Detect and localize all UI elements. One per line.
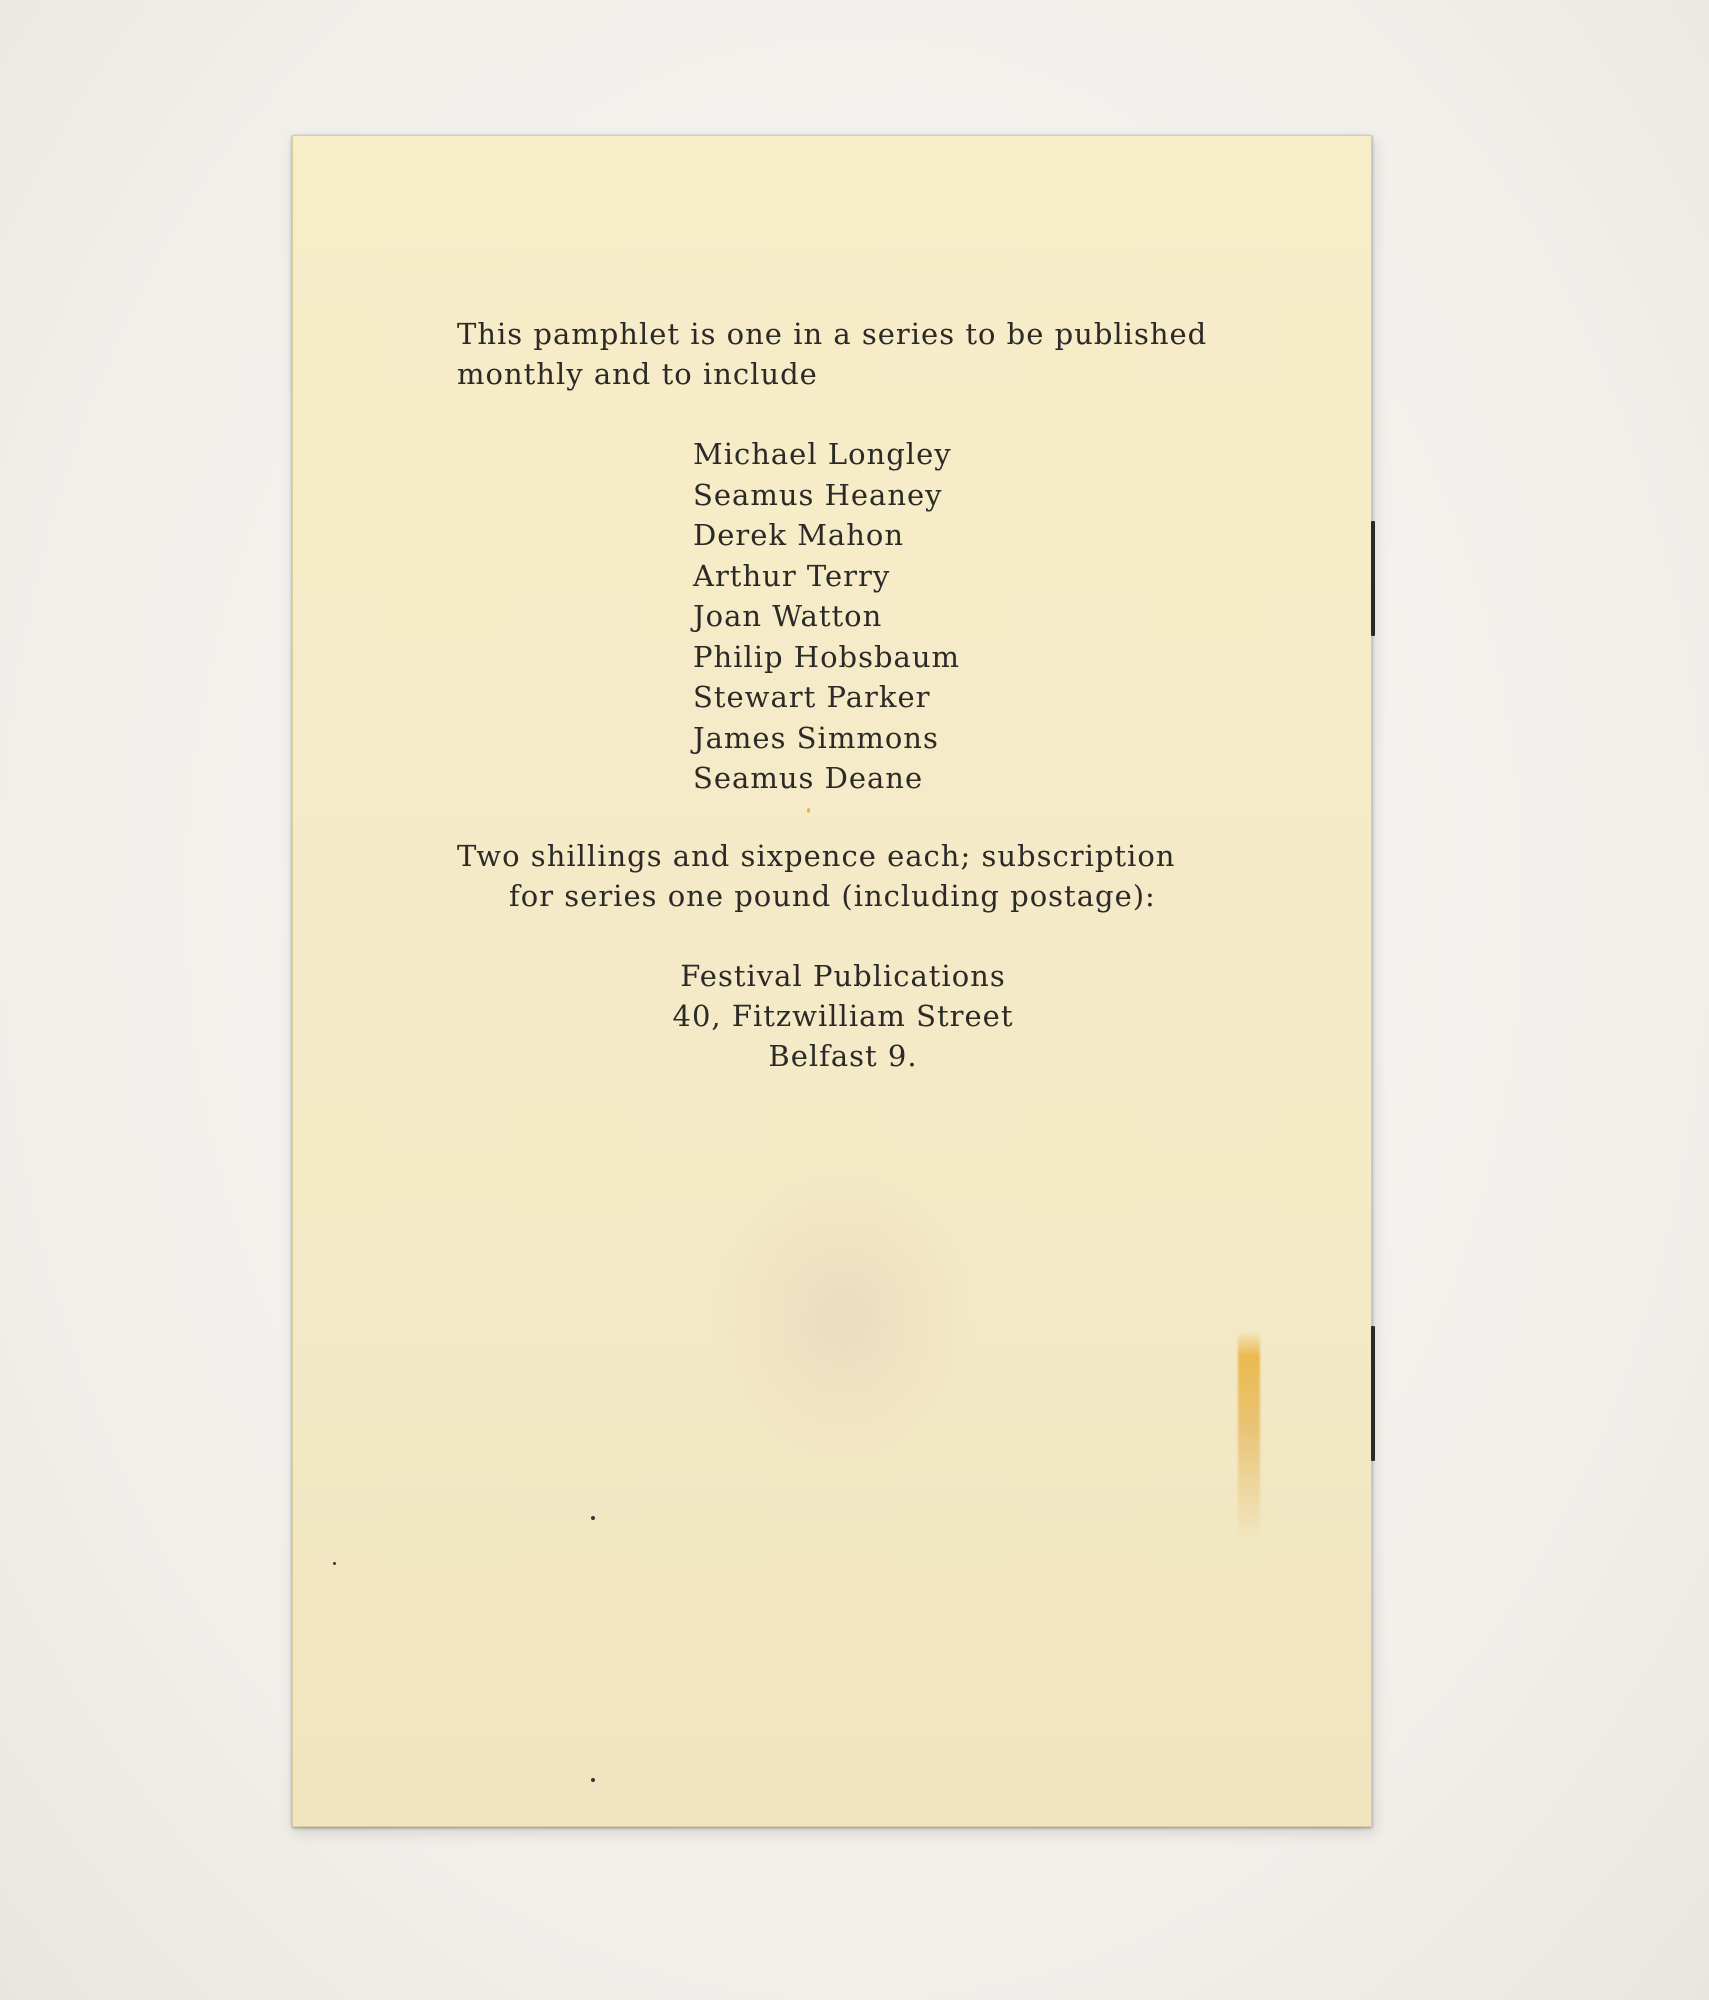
age-stain [1238, 1331, 1260, 1541]
poet-name: James Simmons [693, 720, 939, 755]
paper-speck [591, 1516, 595, 1520]
publisher-street: 40, Fitzwilliam Street [672, 999, 1014, 1033]
intro-line-2: monthly and to include [457, 357, 818, 391]
publisher-city: Belfast 9. [768, 1039, 918, 1073]
staple-edge-bottom [1371, 1326, 1375, 1461]
publisher-address [633, 956, 1053, 1076]
poet-name: Michael Longley [693, 437, 952, 471]
poet-name: Joan Watton [693, 599, 883, 633]
staple-edge-top [1371, 521, 1375, 636]
show-through-emblem [713, 1166, 973, 1466]
paper-speck [807, 808, 810, 813]
pamphlet-back-cover [292, 135, 1372, 1827]
poet-name: Philip Hobsbaum [693, 639, 961, 674]
intro-line-1: This pamphlet is one in a series to be published [457, 317, 1208, 351]
poet-name: Arthur Terry [693, 558, 891, 593]
publisher-name: Festival Publications [680, 959, 1006, 993]
price-line-1: Two shillings and sixpence each; subscription [457, 839, 1176, 873]
series-intro [457, 314, 1207, 394]
poet-name: Stewart Parker [693, 680, 931, 714]
price-info [457, 836, 1175, 916]
poet-name: Derek Mahon [693, 518, 905, 552]
paper-speck [333, 1562, 336, 1565]
poet-list [693, 434, 960, 799]
poet-name: Seamus Heaney [693, 477, 943, 512]
price-line-2: for series one pound (including postage): [509, 879, 1156, 913]
poet-name: Seamus Deane [693, 761, 924, 795]
paper-speck [591, 1778, 595, 1782]
